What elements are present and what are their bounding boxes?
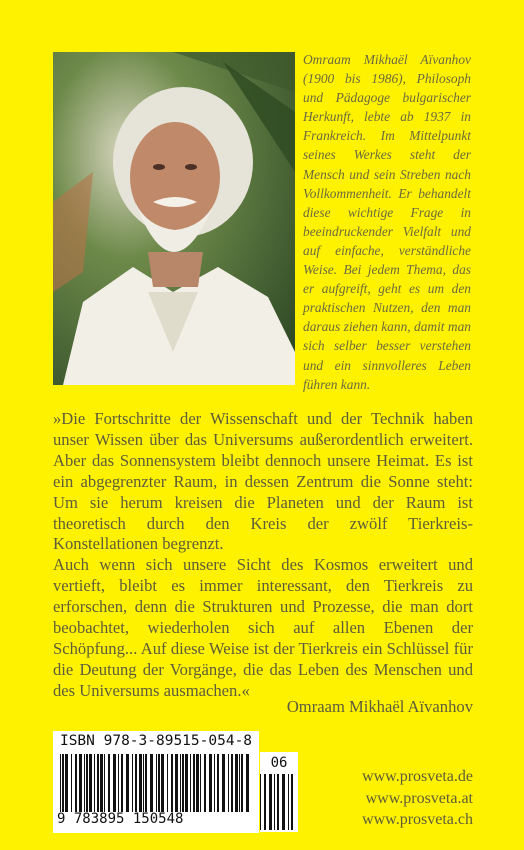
barcode-bar	[108, 754, 110, 812]
barcode-bar	[167, 754, 168, 812]
barcode-bar	[104, 754, 105, 812]
barcode-bar	[84, 754, 85, 812]
barcode-bar	[60, 754, 61, 812]
barcode-bar	[171, 754, 173, 812]
barcode-bar	[143, 754, 144, 812]
barcode-bar	[193, 754, 195, 812]
author-portrait-photo	[53, 52, 295, 385]
barcode-bar	[135, 754, 137, 812]
barcode-bar	[264, 774, 266, 830]
barcode-bar	[71, 754, 72, 812]
barcode-bar	[132, 754, 133, 812]
barcode-bar	[180, 754, 181, 812]
author-quote	[53, 409, 473, 702]
barcode-bar	[145, 754, 147, 812]
barcode-bar	[239, 754, 240, 812]
addon-number: 06	[270, 755, 288, 771]
barcode-bar	[161, 754, 164, 812]
barcode-bar	[86, 754, 88, 812]
quote-paragraph-1: »Die Fortschritte der Wissenschaft und der Technik haben unser Wissen über das Universums außerordentlich erweitert. Aber das Sonnensystem bleibt dennoch unsere Heimat. Es ist ein abgegrenzter Raum, in dessen Zentrum die Sonne steht: Um sie herum kreisen die Planeten und der Raum ist theoretisch durch den Kreis der zwölf Tierkreis-Konstellationen begrenzt.	[53, 409, 473, 554]
barcode-bar	[175, 754, 178, 812]
barcode-bar	[222, 754, 225, 812]
author-biography: Omraam Mikhaël Aïvanhov (1900 bis 1986), Philosoph und Pädagoge bulgarischer Herkunft, lebte ab 1937 in Frankreich. Im Mittelpunkt seines Werkes steht der Mensch und sein Streben nach Vollkommenheit. Er behandelt diese wichtige Frage in beeindruckender Vielfalt und auf einfache, verständliche Weise. Bei jedem Thema, das er aufgreift, geht es um den praktischen Nutzen, den man daraus ziehen kann, damit man sich selber besser verstehen und ein sinnvolleres Leben führen kann.	[303, 52, 471, 392]
website-links	[362, 766, 473, 831]
isbn-barcode	[53, 731, 259, 833]
website-link-ch[interactable]: www.prosveta.ch	[362, 811, 473, 828]
barcode-bar	[121, 754, 123, 812]
barcode-bar	[274, 774, 275, 830]
barcode-bar	[228, 754, 229, 812]
barcode-bar	[200, 754, 201, 812]
barcode-bar	[158, 754, 160, 812]
barcode-bar	[156, 754, 157, 812]
quote-author: Omraam Mikhaël Aïvanhov	[286, 697, 473, 716]
barcode-digits: 9 783895 150548	[57, 811, 184, 827]
barcode-bar	[118, 754, 119, 812]
portrait-illustration	[53, 52, 295, 385]
barcode-bar	[139, 754, 142, 812]
website-link-at[interactable]: www.prosveta.at	[365, 789, 473, 807]
barcode-bar	[235, 754, 238, 812]
barcode-bar	[217, 754, 219, 812]
barcode-bar	[288, 774, 289, 830]
barcode-bar	[277, 774, 279, 830]
barcode-bar	[65, 754, 68, 812]
barcode-bar	[89, 754, 92, 812]
website-link-de[interactable]: www.prosveta.de	[362, 768, 473, 785]
barcode-bar	[182, 754, 184, 812]
barcode-bar	[291, 774, 293, 830]
isbn-text: ISBN 978-3-89515-054-8	[59, 733, 253, 749]
barcode-bar	[185, 754, 188, 812]
barcode-bars	[60, 754, 252, 812]
isbn-addon-barcode	[260, 752, 298, 832]
barcode-bar	[113, 754, 116, 812]
barcode-bar	[214, 754, 215, 812]
barcode-bar	[150, 754, 153, 812]
barcode-bar	[260, 774, 261, 830]
barcode-bar	[75, 754, 77, 812]
barcode-bar	[241, 754, 243, 812]
barcode-bar	[97, 754, 99, 812]
barcode-bar	[246, 754, 249, 812]
barcode-bar	[100, 754, 103, 812]
barcode-bar	[196, 754, 199, 812]
quote-paragraph-2: Auch wenn sich unsere Sicht des Kosmos erweitert und vertieft, bleibt es immer interessant, den Tierkreis zu erforschen, denn die Strukturen und Prozesse, die man dort beobachtet, wiederholen sich auf allen Ebenen der Schöpfung... Auf diese Weise ist der Tierkreis ein Schlüssel für die Deutung der Vorgänge, die das Leben des Menschen und des Universums ausmachen.«	[53, 555, 473, 700]
barcode-bar	[62, 754, 64, 812]
barcode-bar	[209, 754, 212, 812]
barcode-bar	[126, 754, 129, 812]
addon-bars	[260, 774, 298, 832]
barcode-bar	[190, 754, 191, 812]
barcode-bar	[204, 754, 206, 812]
barcode-bar	[94, 754, 95, 812]
barcode-bar	[231, 754, 233, 812]
barcode-bar	[269, 774, 272, 830]
barcode-bar	[79, 754, 82, 812]
barcode-bar	[282, 774, 285, 830]
